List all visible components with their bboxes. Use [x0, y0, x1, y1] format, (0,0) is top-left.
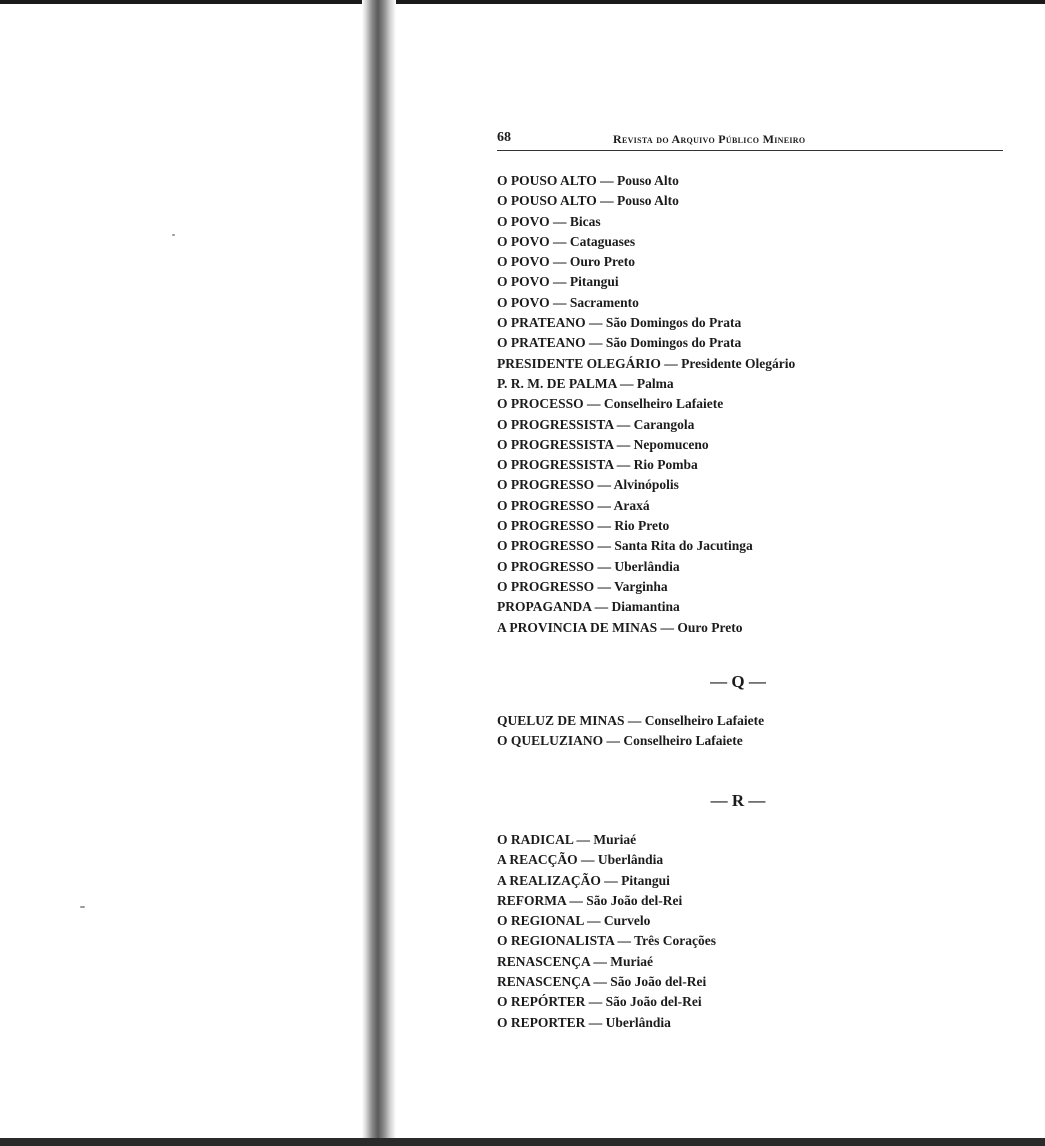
- entry: RENASCENÇA — São João del-Rei: [497, 974, 707, 990]
- section-heading-q: — Q —: [710, 672, 766, 691]
- entry: O POUSO ALTO — Pouso Alto: [497, 173, 679, 188]
- entry: A REACÇÃO — Uberlândia: [497, 852, 664, 868]
- entry: O PROGRESSO — Araxá: [497, 497, 650, 513]
- entry: O PRATEANO — São Domingos do Prata: [497, 335, 742, 351]
- entry-list-p: [497, 171, 1017, 638]
- entry: A REALIZAÇÃO — Pitangui: [497, 872, 670, 888]
- entry-list-r: [497, 830, 1017, 1033]
- running-title: Revista do Arquivo Público Mineiro: [613, 132, 806, 146]
- entry: O POVO — Cataguases: [497, 233, 636, 249]
- entry: O PROCESSO — Conselheiro Lafaiete: [497, 396, 724, 412]
- entry: O PROGRESSO — Varginha: [497, 578, 668, 594]
- entry: O POUSO ALTO — Pouso Alto: [497, 193, 679, 209]
- entry: O REPÓRTER — São João del-Rei: [497, 994, 702, 1010]
- page-header: [497, 128, 1003, 151]
- entry: O POVO — Ouro Preto: [497, 254, 635, 270]
- entry: O PROGRESSO — Santa Rita do Jacutinga: [497, 538, 753, 554]
- entry: O PROGRESSISTA — Carangola: [497, 416, 695, 432]
- entry: O PROGRESSO — Uberlândia: [497, 558, 680, 574]
- entry: O PROGRESSO — Rio Preto: [497, 518, 670, 534]
- entry: O QUELUZIANO — Conselheiro Lafaiete: [497, 733, 743, 749]
- entry: O PRATEANO — São Domingos do Prata: [497, 315, 742, 331]
- entry-list-q: [497, 711, 1017, 752]
- section-heading-r: — R —: [710, 791, 766, 810]
- entry: O REPORTER — Uberlândia: [497, 1014, 671, 1030]
- entry: O PROGRESSISTA — Rio Pomba: [497, 457, 698, 473]
- entry: O POVO — Sacramento: [497, 294, 639, 310]
- entry: P. R. M. DE PALMA — Palma: [497, 375, 674, 391]
- scan-speck: [172, 234, 175, 236]
- page-number: 68: [497, 130, 511, 145]
- scan-top-edge: [0, 0, 1045, 4]
- entry: A PROVINCIA DE MINAS — Ouro Preto: [497, 619, 743, 635]
- entry: RENASCENÇA — Muriaé: [497, 953, 654, 969]
- entry: REFORMA — São João del-Rei: [497, 892, 683, 908]
- entry: O PROGRESSO — Alvinópolis: [497, 477, 679, 493]
- scan-bottom-edge: [0, 1138, 1045, 1146]
- scan-speck: [80, 906, 85, 908]
- book-spine-shadow: [362, 0, 396, 1146]
- entry: O PROGRESSISTA — Nepomuceno: [497, 436, 709, 452]
- entry: QUELUZ DE MINAS — Conselheiro Lafaiete: [497, 713, 765, 728]
- entry: O POVO — Pitangui: [497, 274, 619, 290]
- entry: O POVO — Bicas: [497, 213, 601, 229]
- entry: O REGIONAL — Curvelo: [497, 913, 651, 929]
- entry: O RADICAL — Muriaé: [497, 832, 637, 847]
- entry: PROPAGANDA — Diamantina: [497, 599, 680, 615]
- entry: PRESIDENTE OLEGÁRIO — Presidente Olegário: [497, 355, 796, 371]
- entry: O REGIONALISTA — Três Corações: [497, 933, 717, 949]
